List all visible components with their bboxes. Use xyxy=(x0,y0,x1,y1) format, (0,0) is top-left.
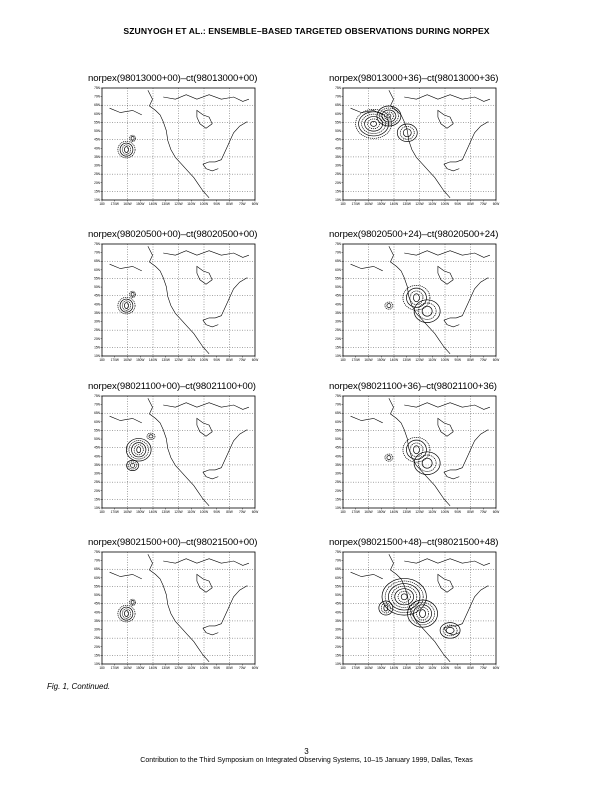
y-tick-label: 45N xyxy=(335,293,341,298)
x-tick-label: 130W xyxy=(161,202,170,206)
y-tick-label: 45N xyxy=(335,445,341,450)
x-tick-label: 150W xyxy=(377,510,386,514)
y-tick-label: 25N xyxy=(94,172,100,177)
y-tick-label: 10N xyxy=(335,354,341,358)
x-tick-label: 150W xyxy=(136,666,145,670)
x-tick-label: 160W xyxy=(123,666,132,670)
x-tick-label: 90W xyxy=(213,202,221,206)
y-tick-label: 75N xyxy=(94,550,100,554)
y-tick-label: 70N xyxy=(94,250,100,255)
x-tick-label: 160W xyxy=(364,666,373,670)
x-tick-label: 130W xyxy=(161,666,170,670)
figure-panel xyxy=(329,381,529,551)
y-tick-label: 60N xyxy=(94,111,100,116)
x-tick-label: 140W xyxy=(148,358,158,362)
y-tick-label: 55N xyxy=(94,584,100,589)
y-tick-label: 15N xyxy=(94,189,100,194)
y-tick-label: 10N xyxy=(335,506,341,510)
y-tick-label: 10N xyxy=(335,198,341,202)
y-tick-label: 55N xyxy=(335,428,341,433)
y-tick-label: 20N xyxy=(335,336,341,341)
x-tick-label: 90W xyxy=(454,202,462,206)
x-tick-label: 70W xyxy=(479,202,487,206)
panel-title: norpex(98021500+00)–ct(98021500+00) xyxy=(88,537,258,548)
contour-map xyxy=(88,241,268,366)
x-tick-label: 180 xyxy=(340,666,346,670)
y-tick-label: 20N xyxy=(335,180,341,185)
y-tick-label: 30N xyxy=(94,163,100,168)
y-tick-label: 30N xyxy=(94,627,100,632)
x-tick-label: 80W xyxy=(226,510,233,514)
x-tick-label: 110W xyxy=(428,666,437,670)
y-tick-label: 65N xyxy=(335,259,341,264)
panel-title: norpex(98021100+36)–ct(98021100+36) xyxy=(329,381,497,392)
y-tick-label: 65N xyxy=(94,103,100,108)
x-tick-label: 60W xyxy=(492,510,500,514)
x-tick-label: 80W xyxy=(467,666,474,670)
y-tick-label: 50N xyxy=(94,437,100,442)
y-tick-label: 30N xyxy=(94,319,100,324)
contour-map xyxy=(88,549,268,674)
x-tick-label: 110W xyxy=(187,510,196,514)
figure-panel xyxy=(88,73,288,243)
x-tick-label: 110W xyxy=(187,358,196,362)
y-tick-label: 25N xyxy=(335,480,341,485)
y-tick-label: 60N xyxy=(335,575,341,580)
coastline xyxy=(351,90,490,198)
y-tick-label: 65N xyxy=(94,259,100,264)
x-tick-label: 140W xyxy=(389,510,399,514)
y-tick-label: 50N xyxy=(335,285,341,290)
figure-panel xyxy=(329,73,529,243)
y-tick-label: 70N xyxy=(335,558,341,563)
x-tick-label: 160W xyxy=(364,202,373,206)
x-tick-label: 80W xyxy=(467,510,474,514)
y-tick-label: 20N xyxy=(94,644,100,649)
x-tick-label: 150W xyxy=(136,202,145,206)
figure-panel xyxy=(88,381,288,551)
x-tick-label: 90W xyxy=(454,358,462,362)
y-tick-label: 70N xyxy=(94,94,100,99)
x-tick-label: 120W xyxy=(415,666,424,670)
y-tick-label: 30N xyxy=(94,471,100,476)
y-tick-label: 25N xyxy=(335,328,341,333)
figure-caption: Fig. 1, Continued. xyxy=(47,682,111,691)
panel-title: norpex(98020500+24)–ct(98020500+24) xyxy=(329,229,499,240)
x-tick-label: 80W xyxy=(467,202,474,206)
x-tick-label: 60W xyxy=(492,202,500,206)
x-tick-label: 120W xyxy=(174,510,183,514)
y-tick-label: 20N xyxy=(94,336,100,341)
x-tick-label: 120W xyxy=(174,666,183,670)
y-tick-label: 55N xyxy=(335,120,341,125)
difference-contours xyxy=(385,285,440,322)
x-tick-label: 60W xyxy=(492,666,500,670)
y-tick-label: 30N xyxy=(335,163,341,168)
x-tick-label: 180 xyxy=(340,510,346,514)
x-tick-label: 140W xyxy=(389,202,399,206)
difference-contours xyxy=(126,433,155,471)
y-tick-label: 70N xyxy=(94,402,100,407)
y-tick-label: 65N xyxy=(335,103,341,108)
x-tick-label: 60W xyxy=(251,358,259,362)
x-tick-label: 70W xyxy=(238,666,246,670)
y-tick-label: 25N xyxy=(94,328,100,333)
y-tick-label: 35N xyxy=(335,462,341,467)
x-tick-label: 60W xyxy=(251,510,259,514)
x-tick-label: 180 xyxy=(99,510,105,514)
y-tick-label: 70N xyxy=(335,94,341,99)
x-tick-label: 90W xyxy=(213,510,221,514)
y-tick-label: 35N xyxy=(94,310,100,315)
y-tick-label: 75N xyxy=(335,242,341,246)
x-tick-label: 110W xyxy=(428,358,437,362)
y-tick-label: 60N xyxy=(94,267,100,272)
y-tick-label: 45N xyxy=(94,293,100,298)
y-tick-label: 65N xyxy=(335,411,341,416)
x-tick-label: 170W xyxy=(110,666,119,670)
panel-title: norpex(98021100+00)–ct(98021100+00) xyxy=(88,381,256,392)
x-tick-label: 90W xyxy=(213,666,221,670)
y-tick-label: 15N xyxy=(335,189,341,194)
y-tick-label: 35N xyxy=(94,154,100,159)
y-tick-label: 15N xyxy=(335,653,341,658)
x-tick-label: 100W xyxy=(440,666,450,670)
x-tick-label: 160W xyxy=(364,510,373,514)
coastline xyxy=(110,398,249,506)
x-tick-label: 80W xyxy=(467,358,474,362)
x-tick-label: 100W xyxy=(199,666,209,670)
x-tick-label: 110W xyxy=(428,510,437,514)
y-tick-label: 15N xyxy=(335,497,341,502)
footer-text: Contribution to the Third Symposium on Integrated Observing Systems, 10–15 January 1999, Dallas, Texas xyxy=(140,757,473,764)
y-tick-label: 20N xyxy=(335,644,341,649)
x-tick-label: 170W xyxy=(351,358,360,362)
y-tick-label: 30N xyxy=(335,319,341,324)
figure-panel xyxy=(88,229,288,399)
y-tick-label: 20N xyxy=(94,488,100,493)
x-tick-label: 90W xyxy=(213,358,221,362)
contour-map xyxy=(88,393,268,518)
x-tick-label: 170W xyxy=(110,202,119,206)
x-tick-label: 90W xyxy=(454,510,462,514)
x-tick-label: 90W xyxy=(454,666,462,670)
contour-map xyxy=(329,85,509,210)
y-tick-label: 20N xyxy=(94,180,100,185)
contour-map xyxy=(88,85,268,210)
y-tick-label: 15N xyxy=(335,345,341,350)
x-tick-label: 70W xyxy=(238,358,246,362)
y-tick-label: 15N xyxy=(94,653,100,658)
x-tick-label: 140W xyxy=(148,666,158,670)
x-tick-label: 160W xyxy=(123,510,132,514)
y-tick-label: 40N xyxy=(335,610,341,615)
y-tick-label: 55N xyxy=(335,276,341,281)
y-tick-label: 55N xyxy=(94,428,100,433)
x-tick-label: 80W xyxy=(226,358,233,362)
y-tick-label: 40N xyxy=(94,610,100,615)
y-tick-label: 50N xyxy=(335,129,341,134)
figure-panel xyxy=(329,229,529,399)
x-tick-label: 70W xyxy=(238,202,246,206)
x-tick-label: 60W xyxy=(492,358,500,362)
contour-map xyxy=(329,241,509,366)
x-tick-label: 130W xyxy=(402,510,411,514)
y-tick-label: 35N xyxy=(94,618,100,623)
panel-title: norpex(98013000+36)–ct(98013000+36) xyxy=(329,73,499,84)
x-tick-label: 130W xyxy=(402,358,411,362)
x-tick-label: 180 xyxy=(340,358,346,362)
x-tick-label: 140W xyxy=(148,202,158,206)
x-tick-label: 180 xyxy=(99,358,105,362)
y-tick-label: 60N xyxy=(94,575,100,580)
x-tick-label: 170W xyxy=(351,510,360,514)
y-tick-label: 20N xyxy=(335,488,341,493)
difference-contours xyxy=(118,135,136,158)
page-number: 3 xyxy=(304,747,309,756)
coastline xyxy=(351,554,490,662)
x-tick-label: 110W xyxy=(187,666,196,670)
y-tick-label: 40N xyxy=(335,302,341,307)
x-tick-label: 170W xyxy=(351,202,360,206)
coastline xyxy=(351,246,490,354)
y-tick-label: 35N xyxy=(94,462,100,467)
x-tick-label: 160W xyxy=(123,358,132,362)
x-tick-label: 70W xyxy=(238,510,246,514)
y-tick-label: 25N xyxy=(335,172,341,177)
coastline xyxy=(110,90,249,198)
y-tick-label: 60N xyxy=(94,419,100,424)
y-tick-label: 75N xyxy=(335,394,341,398)
y-tick-label: 10N xyxy=(94,662,100,666)
x-tick-label: 120W xyxy=(174,358,183,362)
x-tick-label: 150W xyxy=(136,510,145,514)
y-tick-label: 75N xyxy=(94,394,100,398)
x-tick-label: 130W xyxy=(402,666,411,670)
x-tick-label: 160W xyxy=(364,358,373,362)
y-tick-label: 25N xyxy=(94,480,100,485)
x-tick-label: 100W xyxy=(199,510,209,514)
x-tick-label: 170W xyxy=(110,510,119,514)
y-tick-label: 10N xyxy=(94,506,100,510)
x-tick-label: 120W xyxy=(415,510,424,514)
y-tick-label: 30N xyxy=(335,471,341,476)
x-tick-label: 120W xyxy=(174,202,183,206)
y-tick-label: 75N xyxy=(94,86,100,90)
x-tick-label: 170W xyxy=(110,358,119,362)
x-tick-label: 140W xyxy=(148,510,158,514)
y-tick-label: 35N xyxy=(335,310,341,315)
x-tick-label: 150W xyxy=(377,666,386,670)
x-tick-label: 100W xyxy=(199,202,209,206)
contour-map xyxy=(329,393,509,518)
running-header: SZUNYOGH ET AL.: ENSEMBLE–BASED TARGETED OBSERVATIONS DURING NORPEX xyxy=(123,26,490,36)
y-tick-label: 50N xyxy=(335,593,341,598)
y-tick-label: 60N xyxy=(335,267,341,272)
figure-panel xyxy=(88,537,288,707)
x-tick-label: 100W xyxy=(440,202,450,206)
y-tick-label: 75N xyxy=(335,86,341,90)
x-tick-label: 160W xyxy=(123,202,132,206)
panel-title: norpex(98020500+00)–ct(98020500+00) xyxy=(88,229,258,240)
y-tick-label: 15N xyxy=(94,497,100,502)
y-tick-label: 55N xyxy=(335,584,341,589)
difference-contours xyxy=(118,291,136,314)
x-tick-label: 140W xyxy=(389,666,399,670)
panel-title: norpex(98013000+00)–ct(98013000+00) xyxy=(88,73,258,84)
x-tick-label: 150W xyxy=(377,202,386,206)
coastline xyxy=(351,398,490,506)
x-tick-label: 180 xyxy=(340,202,346,206)
y-tick-label: 45N xyxy=(94,445,100,450)
x-tick-label: 70W xyxy=(479,666,487,670)
y-tick-label: 45N xyxy=(335,601,341,606)
y-tick-label: 75N xyxy=(94,242,100,246)
x-tick-label: 60W xyxy=(251,202,259,206)
x-tick-label: 170W xyxy=(351,666,360,670)
y-tick-label: 70N xyxy=(335,250,341,255)
y-tick-label: 40N xyxy=(335,146,341,151)
y-tick-label: 50N xyxy=(335,437,341,442)
x-tick-label: 140W xyxy=(389,358,399,362)
y-tick-label: 10N xyxy=(94,198,100,202)
y-tick-label: 60N xyxy=(335,419,341,424)
y-tick-label: 40N xyxy=(94,454,100,459)
x-tick-label: 100W xyxy=(440,358,450,362)
y-tick-label: 45N xyxy=(94,601,100,606)
x-tick-label: 130W xyxy=(402,202,411,206)
x-tick-label: 80W xyxy=(226,202,233,206)
y-tick-label: 40N xyxy=(94,302,100,307)
y-tick-label: 30N xyxy=(335,627,341,632)
x-tick-label: 180 xyxy=(99,666,105,670)
x-tick-label: 120W xyxy=(415,358,424,362)
x-tick-label: 150W xyxy=(136,358,145,362)
y-tick-label: 65N xyxy=(335,567,341,572)
x-tick-label: 130W xyxy=(161,358,170,362)
y-tick-label: 10N xyxy=(335,662,341,666)
y-tick-label: 55N xyxy=(94,276,100,281)
difference-contours xyxy=(118,599,136,622)
x-tick-label: 130W xyxy=(161,510,170,514)
y-tick-label: 35N xyxy=(335,618,341,623)
x-tick-label: 110W xyxy=(187,202,196,206)
x-tick-label: 100W xyxy=(199,358,209,362)
x-tick-label: 70W xyxy=(479,358,487,362)
contour-map xyxy=(329,549,509,674)
x-tick-label: 80W xyxy=(226,666,233,670)
coastline xyxy=(110,246,249,354)
y-tick-label: 40N xyxy=(94,146,100,151)
y-tick-label: 55N xyxy=(94,120,100,125)
y-tick-label: 45N xyxy=(335,137,341,142)
x-tick-label: 180 xyxy=(99,202,105,206)
difference-contours xyxy=(379,578,460,638)
y-tick-label: 15N xyxy=(94,345,100,350)
y-tick-label: 45N xyxy=(94,137,100,142)
y-tick-label: 50N xyxy=(94,593,100,598)
y-tick-label: 25N xyxy=(335,636,341,641)
coastline xyxy=(110,554,249,662)
y-tick-label: 70N xyxy=(335,402,341,407)
y-tick-label: 10N xyxy=(94,354,100,358)
y-tick-label: 60N xyxy=(335,111,341,116)
x-tick-label: 110W xyxy=(428,202,437,206)
y-tick-label: 70N xyxy=(94,558,100,563)
y-tick-label: 65N xyxy=(94,411,100,416)
difference-contours xyxy=(385,437,440,474)
figure-panel xyxy=(329,537,529,707)
y-tick-label: 35N xyxy=(335,154,341,159)
y-tick-label: 75N xyxy=(335,550,341,554)
y-tick-label: 50N xyxy=(94,129,100,134)
y-tick-label: 65N xyxy=(94,567,100,572)
x-tick-label: 60W xyxy=(251,666,259,670)
x-tick-label: 120W xyxy=(415,202,424,206)
panel-title: norpex(98021500+48)–ct(98021500+48) xyxy=(329,537,499,548)
y-tick-label: 50N xyxy=(94,285,100,290)
y-tick-label: 25N xyxy=(94,636,100,641)
x-tick-label: 100W xyxy=(440,510,450,514)
y-tick-label: 40N xyxy=(335,454,341,459)
x-tick-label: 70W xyxy=(479,510,487,514)
x-tick-label: 150W xyxy=(377,358,386,362)
